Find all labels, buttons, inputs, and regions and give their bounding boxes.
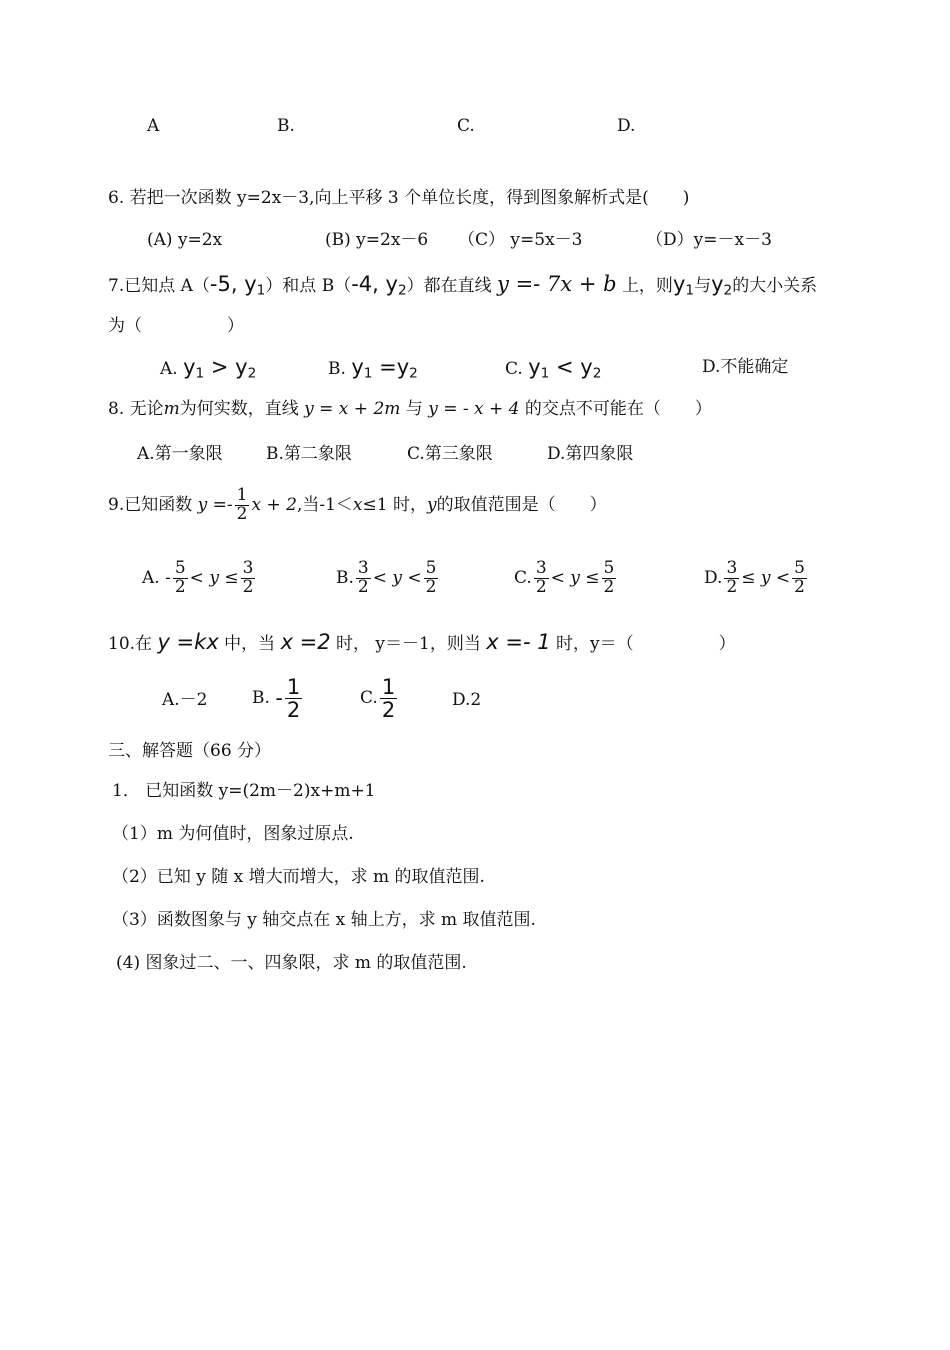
section-3-q1-part3: （3）函数图象与 y 轴交点在 x 轴上方，求 m 取值范围. xyxy=(112,910,536,930)
q6-option-c: （C） y=5x－3 xyxy=(458,230,583,250)
section-3-q1-part1: （1）m 为何值时，图象过原点. xyxy=(112,824,354,844)
q8-option-d: D.第四象限 xyxy=(547,444,634,464)
q10-option-d: D.2 xyxy=(452,690,482,710)
q7-point-a: -5, $y_1$ xyxy=(209,272,266,299)
q9-option-d: D. $\frac{3}{2}$ ≤ y < $\frac{5}{2}$ xyxy=(704,558,805,597)
q10-option-a: A.－2 xyxy=(162,690,208,710)
section-3-title: 三、解答题（66 分） xyxy=(108,741,272,761)
q7-stem-line2: 为（ ） xyxy=(108,316,244,336)
q9-option-a: A. - $\frac{5}{2}$ < y ≤ $\frac{3}{2}$ xyxy=(142,558,254,597)
q6-stem: 6. 若把一次函数 y=2x－3,向上平移 3 个单位长度，得到图象解析式是( ) xyxy=(108,188,690,208)
q6-option-b: (B) y=2x－6 xyxy=(325,230,429,250)
q9-fraction: $\frac{1}{2}$ xyxy=(236,485,248,524)
q7-y2: $y_2$ xyxy=(711,272,733,299)
q10-equation: y =kx xyxy=(157,630,219,654)
q7-option-c: C. $y_1 < y_2$ xyxy=(505,355,602,382)
q9-option-b: B. $\frac{3}{2}$ < y < $\frac{5}{2}$ xyxy=(336,558,437,597)
q5-option-c: C. xyxy=(457,116,475,136)
q8-option-c: C.第三象限 xyxy=(407,444,493,464)
q7-option-d: D.不能确定 xyxy=(702,357,789,377)
q7-point-b: -4, $y_2$ xyxy=(351,272,407,299)
q9-stem: 9.已知函数 y =- $\frac{1}{2}$ x + 2 ,当-1＜ x ≤1 时， y 的取值范围是（ ） xyxy=(108,485,607,524)
q10-option-b: B. - $\frac{1}{2}$ xyxy=(252,675,301,723)
q5-option-a: A xyxy=(147,116,160,136)
q10-stem: 10.在 y =kx 中，当 x =2 时， y＝－1，则当 x =- 1 时，y＝（ ） xyxy=(108,630,736,654)
q5-option-b: B. xyxy=(277,116,295,136)
q5-option-d: D. xyxy=(617,116,636,136)
q9-option-c: C. $\frac{3}{2}$ < y ≤ $\frac{5}{2}$ xyxy=(514,558,615,597)
q7-option-a: A. $y_1 > y_2$ xyxy=(160,355,257,382)
q8-option-b: B.第二象限 xyxy=(266,444,352,464)
q8-line-1: y = x + 2m xyxy=(304,399,401,419)
q8-stem: 8. 无论m为何实数，直线 y = x + 2m 与 y = - x + 4 的交点不可能在（ ） xyxy=(108,399,712,419)
q7-option-b: B. $y_1 =y_2$ xyxy=(328,355,418,382)
q7-line-equation: y =- 7x + b xyxy=(497,272,617,296)
q7-y1: $y_1$ xyxy=(672,272,695,299)
q8-line-2: y = - x + 4 xyxy=(428,399,520,419)
q8-option-a: A.第一象限 xyxy=(137,444,223,464)
q10-option-c: C. $\frac{1}{2}$ xyxy=(360,675,396,723)
q6-option-d: （D）y=－x－3 xyxy=(646,230,772,250)
section-3-q1-part4: (4) 图象过二、一、四象限，求 m 的取值范围. xyxy=(116,953,467,973)
section-3-q1: 1． 已知函数 y=(2m－2)x+m+1 xyxy=(112,781,376,801)
q7-stem: 7.已知点 A（-5, $y_1$）和点 B（-4, $y_2$）都在直线 y =- 7x + b 上，则$y_1$与$y_2$的大小关系 xyxy=(108,272,818,299)
q6-option-a: (A) y=2x xyxy=(147,230,223,250)
section-3-q1-part2: （2）已知 y 随 x 增大而增大，求 m 的取值范围. xyxy=(112,867,485,887)
